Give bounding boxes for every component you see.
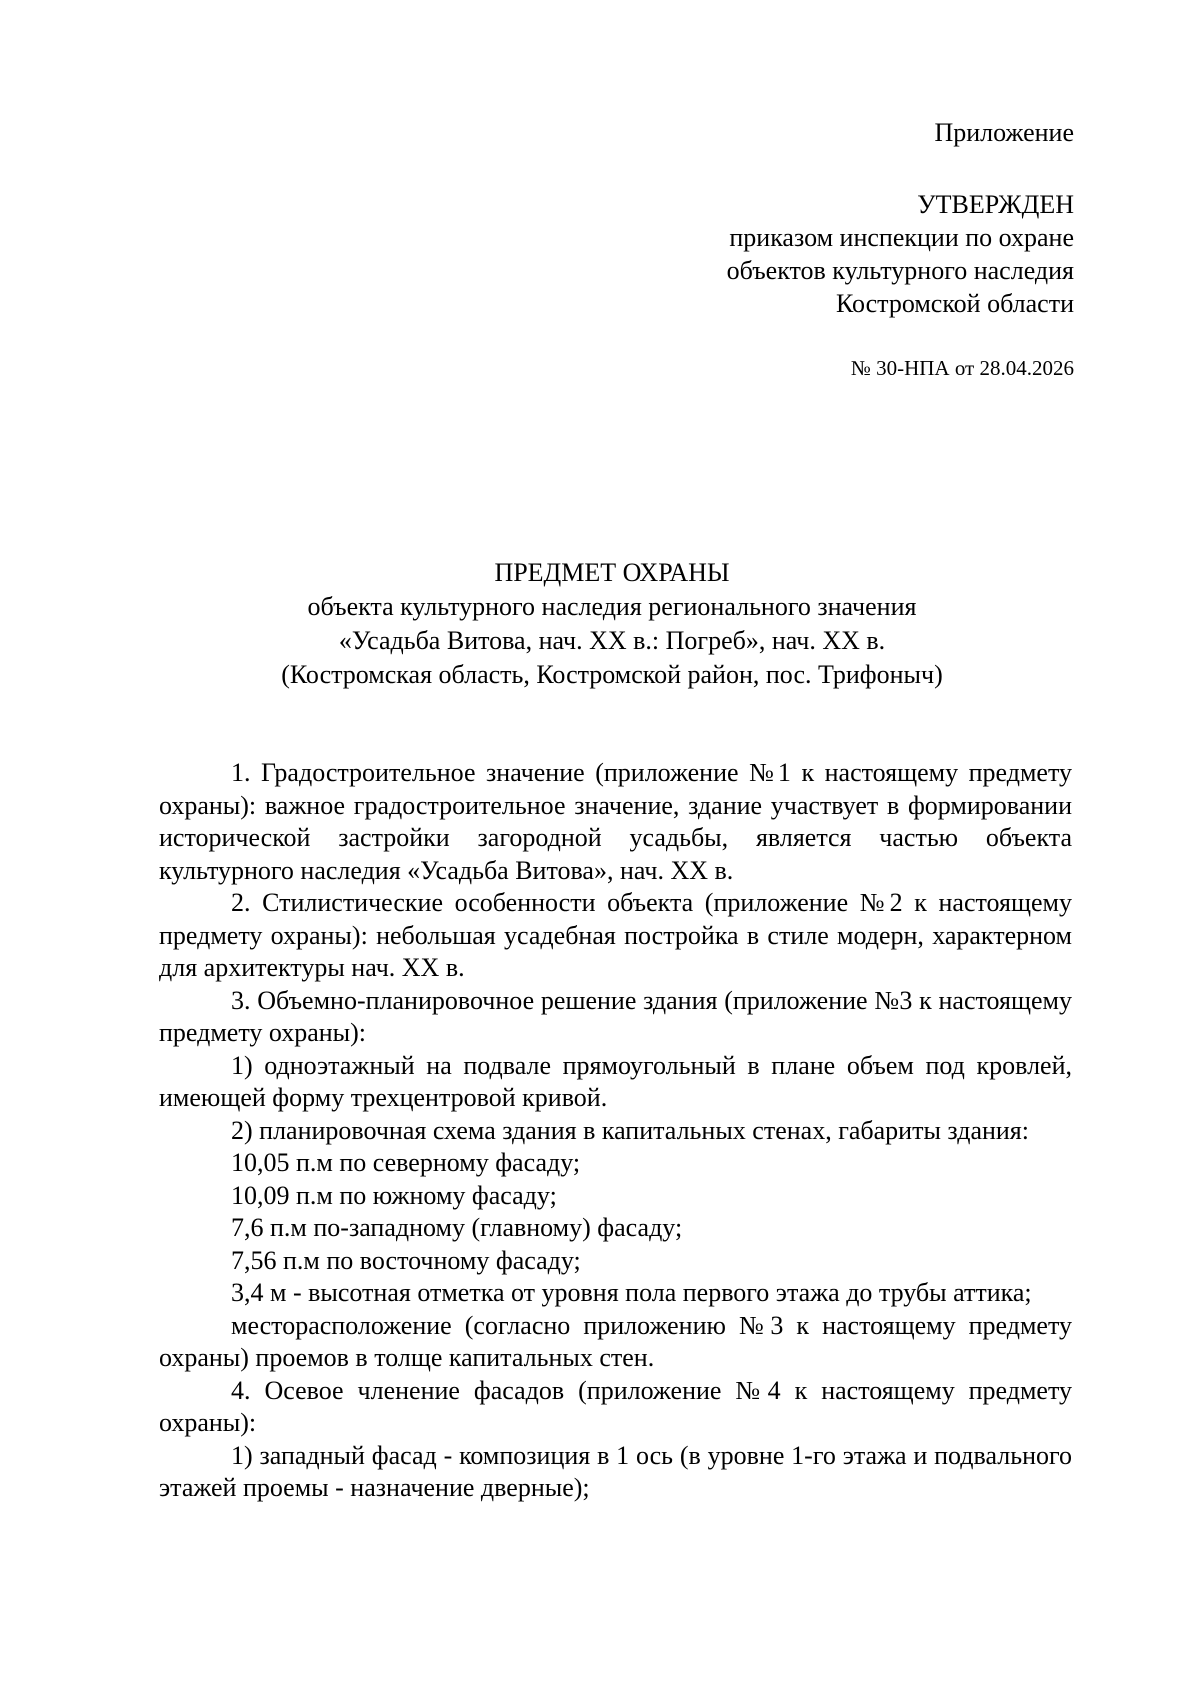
- title-line-1: объекта культурного наследия регионального значения: [307, 592, 917, 621]
- approval-block: [727, 188, 1074, 320]
- openings-location: месторасположение (согласно приложению №3 к настоящему предмету охраны) проемов в толще капитальных стен.: [159, 1310, 1072, 1372]
- document-title: [150, 556, 1074, 692]
- title-main: ПРЕДМЕТ ОХРАНЫ: [494, 558, 730, 587]
- paragraph-1: 1. Градостроительное значение (приложение №1 к настоящему предмету охраны): важное градостроительное значение, здание участвует в формировании исторической застройки загородной усадьбы, является частью объекта культурного наследия «Усадьба Витова», нач. XX в.: [159, 758, 1072, 885]
- dimension-south: 10,09 п.м по южному фасаду;: [231, 1180, 557, 1210]
- dimension-north: 10,05 п.м по северному фасаду;: [231, 1148, 581, 1177]
- title-line-3: (Костромская область, Костромской район, пос. Трифоныч): [281, 660, 943, 689]
- height-mark: 3,4 м - высотная отметка от уровня пола первого этажа до трубы аттика;: [231, 1278, 1032, 1307]
- order-number: № 30-НПА от 28.04.2026: [850, 356, 1074, 380]
- paragraph-3: 3. Объемно-планировочное решение здания (приложение №3 к настоящему предмету охраны):: [159, 985, 1072, 1047]
- paragraph-2: 2. Стилистические особенности объекта (приложение №2 к настоящему предмету охраны): небольшая усадебная постройка в стиле модерн, характерном для архитектуры нач. XX в.: [159, 888, 1072, 982]
- approved-label: УТВЕРЖДЕН: [917, 190, 1074, 219]
- paragraph-3-1: 1) одноэтажный на подвале прямоугольный в плане объем под кровлей, имеющей форму трехцентровой кривой.: [159, 1050, 1072, 1112]
- dimension-east: 7,56 п.м по восточному фасаду;: [231, 1245, 581, 1275]
- approved-by-line-2: объектов культурного наследия: [726, 256, 1074, 285]
- dimension-west: 7,6 п.м по-западному (главному) фасаду;: [231, 1213, 683, 1242]
- approved-by-line-3: Костромской области: [835, 289, 1074, 318]
- approved-by-line-1: приказом инспекции по охране: [729, 223, 1074, 252]
- paragraph-3-2: 2) планировочная схема здания в капитальных стенах, габариты здания:: [231, 1115, 1029, 1145]
- paragraph-4-1: 1) западный фасад - композиция в 1 ось (в уровне 1-го этажа и подвального этажей проемы - назначение дверные);: [159, 1440, 1072, 1502]
- paragraph-4: 4. Осевое членение фасадов (приложение №4 к настоящему предмету охраны):: [159, 1375, 1072, 1437]
- document-body: [159, 757, 1072, 1505]
- appendix-label: Приложение: [934, 118, 1074, 147]
- title-line-2: «Усадьба Витова, нач. XX в.: Погреб», нач. XX в.: [338, 626, 886, 655]
